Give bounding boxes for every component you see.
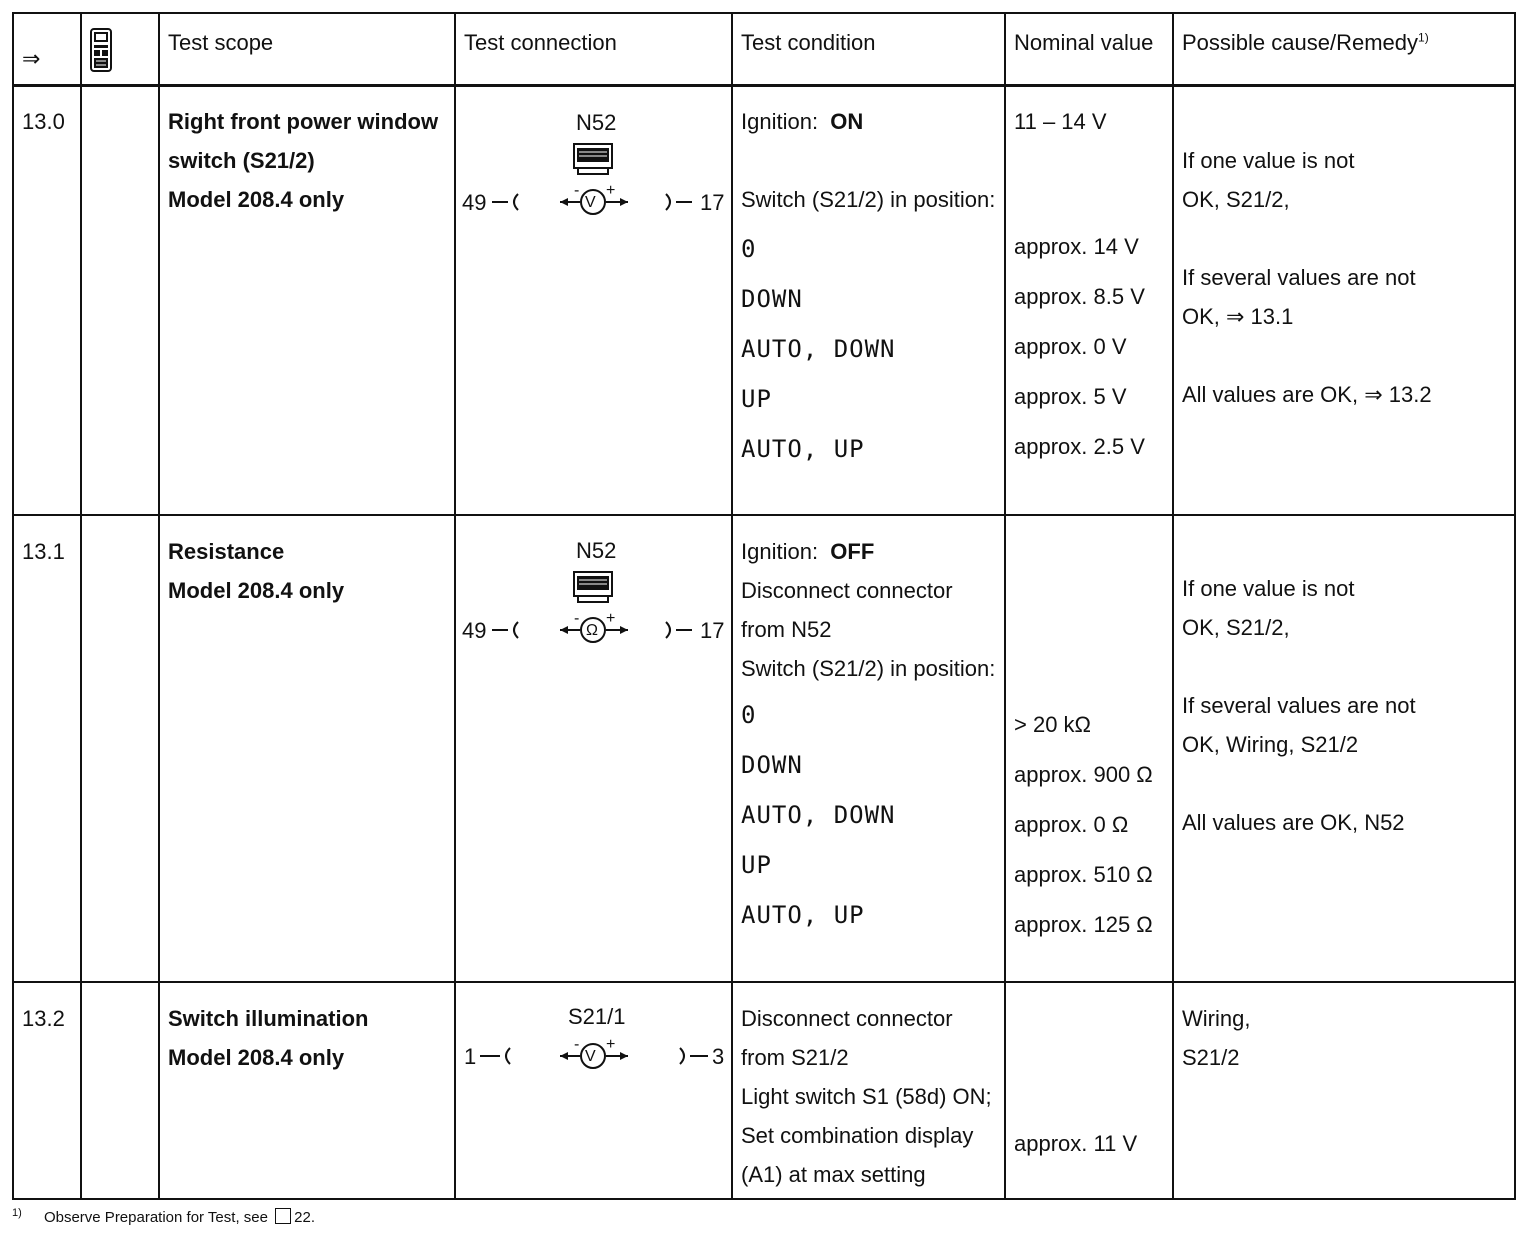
probe-right-icon <box>666 194 692 210</box>
scope-line: Right front power window <box>168 109 439 134</box>
nominal-list <box>1014 222 1145 472</box>
right-pin: 17 <box>700 618 725 643</box>
test-table <box>12 12 1516 1200</box>
footnote-mark: 1) <box>12 1207 22 1219</box>
condition-line: from S21/2 <box>741 1045 849 1070</box>
position-list <box>741 690 896 940</box>
row-id: 13.2 <box>22 1006 65 1031</box>
position-item: AUTO, UP <box>741 435 865 463</box>
position-list <box>741 224 896 474</box>
remedy-line: All values are OK, ⇒ 13.2 <box>1182 382 1432 407</box>
meter-minus: - <box>574 182 580 199</box>
condition-line: from N52 <box>741 617 832 642</box>
left-pin: 49 <box>462 618 487 643</box>
position-item: UP <box>741 385 772 413</box>
position-item: DOWN <box>741 285 803 313</box>
header-remedy-label: Possible cause/Remedy <box>1182 30 1419 55</box>
condition-line: (A1) at max setting <box>741 1162 926 1187</box>
meter-plus: + <box>606 610 616 627</box>
header-test-connection: Test connection <box>464 30 617 55</box>
condition-line: Set combination display <box>741 1123 974 1148</box>
book-icon <box>275 1208 291 1224</box>
right-pin: 3 <box>712 1044 725 1069</box>
right-pin: 17 <box>700 190 725 215</box>
position-item: AUTO, UP <box>741 901 865 929</box>
probe-left-icon <box>492 622 518 638</box>
scope-line: Model 208.4 only <box>168 187 345 212</box>
col-divider <box>80 14 82 1198</box>
condition-list <box>741 999 992 1194</box>
remedy-line: S21/2 <box>1182 1045 1240 1070</box>
scope-line: Switch illumination <box>168 1006 369 1031</box>
header-test-condition: Test condition <box>741 30 876 55</box>
remedy-line: OK, S21/2, <box>1182 187 1290 212</box>
condition-line: Switch (S21/2) in position: <box>741 187 996 212</box>
condition-ignition <box>741 532 874 571</box>
component-label: S21/1 <box>568 1004 626 1029</box>
header-test-scope: Test scope <box>168 30 274 55</box>
condition-line: Light switch S1 (58d) ON; <box>741 1084 992 1109</box>
col-divider <box>731 14 733 1198</box>
meter-symbol: V <box>585 194 596 211</box>
condition-line: Disconnect connector <box>741 1006 953 1031</box>
col-divider <box>158 14 160 1198</box>
connection-diagram <box>456 106 728 226</box>
connector-icon <box>574 144 612 174</box>
nominal-item: > 20 kΩ <box>1014 712 1091 737</box>
nominal-item: approx. 900 Ω <box>1014 762 1153 787</box>
probe-left-icon <box>480 1048 510 1064</box>
row-id: 13.0 <box>22 109 65 134</box>
meter-minus: - <box>574 1036 580 1053</box>
footnote <box>12 1208 315 1228</box>
component-label: N52 <box>576 110 617 135</box>
col-divider <box>1004 14 1006 1198</box>
meter-symbol: Ω <box>586 622 598 639</box>
meter-symbol: V <box>585 1048 596 1065</box>
condition-line: Disconnect connector <box>741 578 953 603</box>
left-pin: 1 <box>464 1044 477 1069</box>
remedy-line: All values are OK, N52 <box>1182 810 1405 835</box>
scope-line: Model 208.4 only <box>168 578 345 603</box>
nominal-item: approx. 8.5 V <box>1014 284 1145 309</box>
condition-state: OFF <box>830 539 875 564</box>
row-divider <box>14 514 1514 516</box>
remedy-line: If several values are not <box>1182 265 1416 290</box>
remedy-line: OK, Wiring, S21/2 <box>1182 732 1359 757</box>
condition-state: ON <box>830 109 864 134</box>
nominal-item: approx. 510 Ω <box>1014 862 1153 887</box>
position-item: 0 <box>741 701 757 729</box>
row-scope <box>168 999 368 1077</box>
probe-right-icon <box>666 622 692 638</box>
remedy-line: If one value is not <box>1182 148 1355 173</box>
nominal-list <box>1014 700 1153 950</box>
connection-diagram <box>456 534 728 654</box>
meter-plus: + <box>606 1036 616 1053</box>
row-scope <box>168 102 438 219</box>
scope-line: Model 208.4 only <box>168 1045 345 1070</box>
row-id: 13.1 <box>22 539 65 564</box>
header-remedy <box>1182 30 1429 56</box>
nominal-item: approx. 2.5 V <box>1014 434 1145 459</box>
scope-line: Resistance <box>168 539 285 564</box>
connector-icon <box>574 572 612 602</box>
remedy-line: OK, S21/2, <box>1182 615 1290 640</box>
header-arrow: ⇒ <box>22 46 41 71</box>
header-remedy-note: 1) <box>1418 30 1429 45</box>
remedy-line: Wiring, <box>1182 1006 1251 1031</box>
condition-line: Switch (S21/2) in position: <box>741 656 996 681</box>
row-divider <box>14 84 1514 87</box>
position-item: 0 <box>741 235 757 263</box>
nominal-item: approx. 11 V <box>1014 1131 1138 1156</box>
nominal-value: 11 – 14 V <box>1014 109 1107 134</box>
nominal-item: approx. 0 Ω <box>1014 812 1129 837</box>
component-label: N52 <box>576 538 617 563</box>
position-item: DOWN <box>741 751 803 779</box>
probe-right-icon <box>680 1048 708 1064</box>
remedy-list <box>1182 999 1250 1077</box>
left-pin: 49 <box>462 190 487 215</box>
meter-plus: + <box>606 182 616 199</box>
nominal-item: approx. 125 Ω <box>1014 912 1153 937</box>
position-item: AUTO, DOWN <box>741 335 896 363</box>
condition-ignition <box>741 102 863 141</box>
meter-minus: - <box>574 610 580 627</box>
connection-diagram <box>456 1004 728 1124</box>
footnote-ref: 22. <box>294 1209 315 1226</box>
nominal-item: approx. 14 V <box>1014 234 1139 259</box>
position-item: AUTO, DOWN <box>741 801 896 829</box>
nominal-item: approx. 0 V <box>1014 334 1127 359</box>
nominal-item: approx. 5 V <box>1014 384 1127 409</box>
tester-icon <box>90 28 112 72</box>
scope-line: switch (S21/2) <box>168 148 315 173</box>
row-divider <box>14 981 1514 983</box>
header-nominal-value: Nominal value <box>1014 30 1154 55</box>
col-divider <box>1172 14 1174 1198</box>
position-item: UP <box>741 851 772 879</box>
footnote-text: Observe Preparation for Test, see <box>43 1209 268 1226</box>
condition-label: Ignition: <box>741 109 819 134</box>
row-scope <box>168 532 344 610</box>
condition-label: Ignition: <box>741 539 819 564</box>
remedy-line: If one value is not <box>1182 576 1355 601</box>
probe-left-icon <box>492 194 518 210</box>
remedy-line: If several values are not <box>1182 693 1416 718</box>
remedy-line: OK, ⇒ 13.1 <box>1182 304 1294 329</box>
